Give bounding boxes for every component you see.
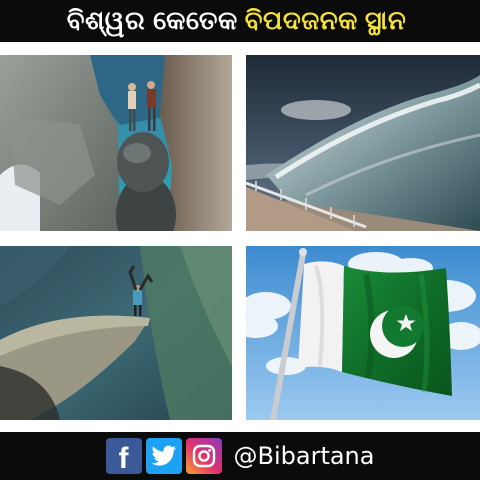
social-handle: @Bibartana	[233, 442, 375, 470]
social-footer	[0, 432, 480, 480]
instagram-icon[interactable]	[186, 438, 222, 474]
pakistan-flag-photo	[246, 246, 480, 420]
title-word-3: ବିପଦଜନକ	[244, 5, 358, 36]
kjeragbolten-boulder-photo	[0, 55, 232, 231]
title-word-2: କେତେକ	[153, 5, 238, 36]
cliff-edge-handstand-photo	[0, 246, 232, 420]
title-word-4: ସ୍ଥାନ	[364, 5, 407, 36]
facebook-icon[interactable]: f	[106, 438, 142, 474]
twitter-icon[interactable]	[146, 438, 182, 474]
title-word-1: ବିଶ୍ୱର	[66, 5, 146, 36]
title-banner	[0, 0, 480, 42]
giant-wave-photo	[246, 55, 480, 231]
